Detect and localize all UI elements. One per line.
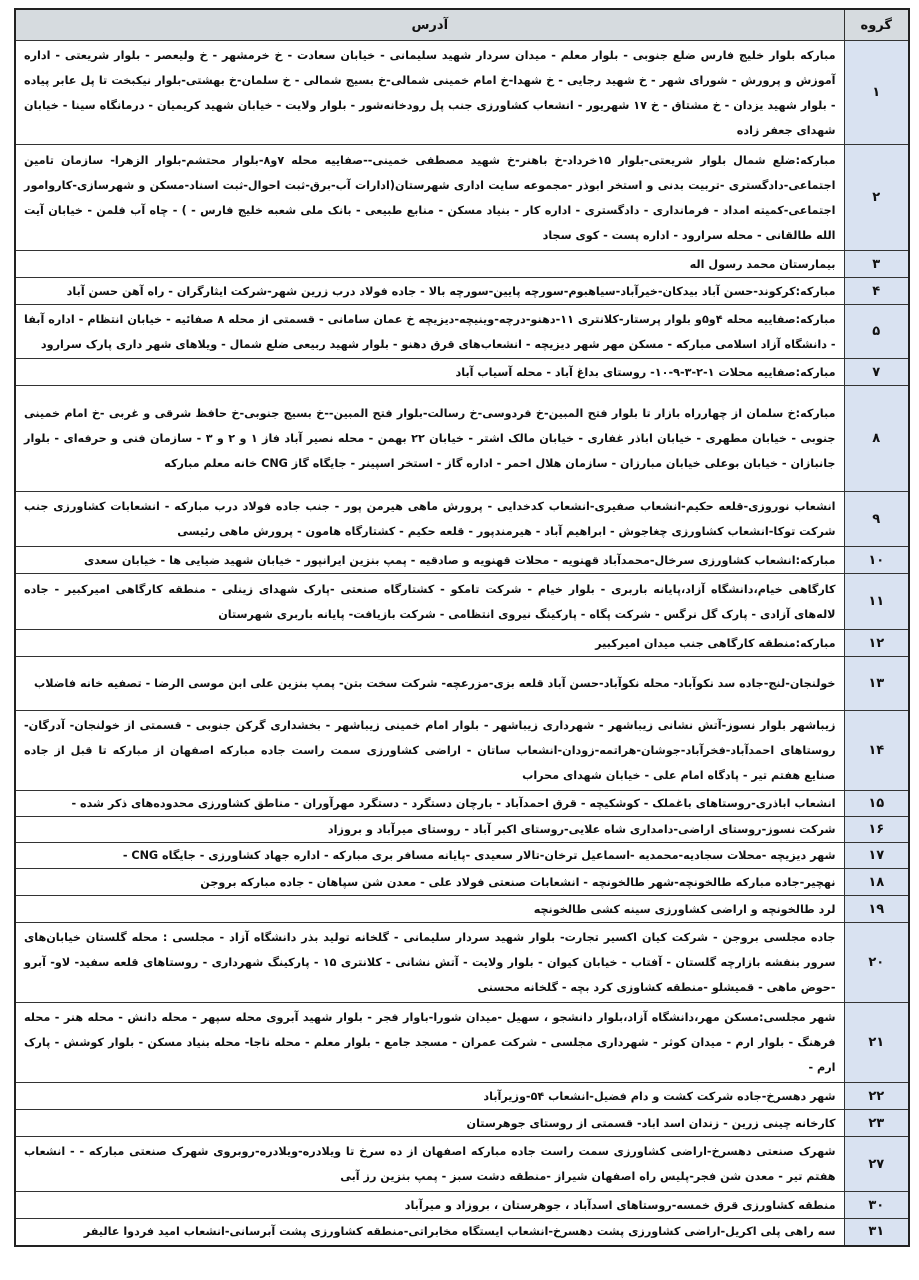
group-number: ۲۱	[844, 1003, 909, 1083]
table-row	[15, 1137, 909, 1192]
table-row	[15, 630, 909, 657]
group-number: ۲۲	[844, 1083, 909, 1110]
table-row	[15, 657, 909, 711]
address-cell: کارگاهی خیام،دانشگاه آزاد،پایانه باربری - بلوار خیام - شرکت تامکو - کشتارگاه صنعتی -پارک شهدای زینلی - منطقه کارگاهی امیرکبیر - جاده لاله‌های آزادی - پارک گل نرگس - شرکت پگاه - پارکینگ نیروی انتظامی - شرکت بازیافت- پایانه باربری شهرستان	[15, 574, 844, 630]
address-cell: مبارکه:منطقه کارگاهی جنب میدان امیرکبیر	[15, 630, 844, 657]
group-number: ۵	[844, 305, 909, 359]
address-cell: لرد طالخونچه و اراضی کشاورزی سینه کشی طالخونچه	[15, 896, 844, 923]
table-row	[15, 1003, 909, 1083]
address-table	[14, 8, 910, 1247]
group-number: ۲۷	[844, 1137, 909, 1192]
table-row	[15, 843, 909, 869]
table-row	[15, 1192, 909, 1219]
group-number: ۲۰	[844, 923, 909, 1003]
table-row	[15, 41, 909, 145]
table-row	[15, 711, 909, 791]
table-row	[15, 251, 909, 278]
address-cell: انشعاب نوروزی-قلعه حکیم-انشعاب صفیری-انشعاب کدخدایی - پرورش ماهی هیرمن پور - جنب جاده فولاد درب مبارکه - انشعابات کشاورزی جنب شرکت توکا-انشعاب کشاورزی چغاجوش - ابراهیم آباد - هیرمندپور - قلعه حکیم - کشتارگاه هامون - پرورش ماهی رئیسی	[15, 492, 844, 547]
group-number: ۱۲	[844, 630, 909, 657]
address-cell: مبارکه بلوار خلیج فارس ضلع جنوبی - بلوار معلم - میدان سردار شهید سلیمانی - خیابان سعادت - خ خرمشهر - خ ولیعصر - بلوار شریعتی - اداره آموزش و پرورش - شورای شهر - خ شهید رجایی - خ شهدا-خ امام خمینی شمالی-خ بسیج شمالی - خ سلمان-خ بهشتی-بلوار نیکبخت تا پل عابر پیاده - بلوار شهید یزدان - خ مشتاق - خ ۱۷ شهریور - انشعاب کشاورزی جنب پل رودخانه‌شور - بلوار ولایت - خیابان شهید کریمیان - درمانگاه سینا - خیابان شهدای جعفر زاده	[15, 41, 844, 145]
address-cell: مبارکه:خ سلمان از چهارراه بازار تا بلوار فتح المبین-خ فردوسی-خ رسالت-بلوار فتح المبین--خ بسیج جنوبی-خ حافظ شرقی و غربی -خ امام خمینی جنوبی - خیابان مطهری - خیابان اباذر غفاری - خیابان مالک اشتر - خیابان ۲۲ بهمن - محله نصیر آباد فاز ۱ و ۲ و ۳ - سازمان فنی و حرفه‌ای - بلوار جانبازان - خیابان بوعلی خیابان مبارزان - سازمان هلال احمر - اداره گاز - استخر اسپینر - جایگاه گاز CNG خانه معلم مبارکه	[15, 386, 844, 492]
group-number: ۹	[844, 492, 909, 547]
address-cell: مبارکه:ضلع شمال بلوار شریعتی-بلوار ۱۵خرداد-خ باهنر-خ شهید مصطفی خمینی--صفاییه محله ۷و۸-بلوار محتشم-بلوار الزهرا- سازمان تامین اجتماعی-دادگستری -تربیت بدنی و استخر ابوذر -مجموعه سایت اداری شهرستان(ادارات آب-برق-ثبت احوال-ثبت اسناد-مسکن و شهرسازی-کاروامور اجتماعی-کمیته امداد - فرمانداری - دادگستری - اداره کار - بنیاد مسکن - منابع طبیعی - بانک ملی شعبه خلیج فارس - ) - چاه آب فلمن - خیابان آیت الله طالقانی - محله سرارود - اداره پست - کوی سجاد	[15, 145, 844, 251]
group-number: ۱۴	[844, 711, 909, 791]
group-number: ۱۶	[844, 817, 909, 843]
group-number: ۱۰	[844, 547, 909, 574]
address-cell: نهچیر-جاده مبارکه طالخونچه-شهر طالخونچه - انشعابات صنعتی فولاد علی - معدن شن سپاهان - جاده مبارکه بروجن	[15, 869, 844, 896]
table-row	[15, 869, 909, 896]
group-number: ۱۳	[844, 657, 909, 711]
address-cell: انشعاب اباذری-روستاهای باغملک - کوشکیچه - قرق احمدآباد - بارچان دستگرد - دستگرد مهرآوران - مناطق کشاورزی محدوده‌های ذکر شده -	[15, 791, 844, 817]
group-number: ۸	[844, 386, 909, 492]
address-column-header: آدرس	[15, 9, 844, 41]
table-header-row	[15, 9, 909, 41]
address-cell: سه راهی پلی اکریل-اراضی کشاورزی پشت دهسرخ-انشعاب ایستگاه مخابراتی-منطقه کشاورزی پشت آبرسانی-انشعاب امید فردوا عالیفر	[15, 1219, 844, 1246]
table-row	[15, 896, 909, 923]
table-row	[15, 817, 909, 843]
group-number: ۱۹	[844, 896, 909, 923]
group-number: ۱۸	[844, 869, 909, 896]
group-number: ۱۷	[844, 843, 909, 869]
table-row	[15, 1110, 909, 1137]
address-cell: خولنجان-لنج-جاده سد نکوآباد- محله نکوآباد-حسن آباد قلعه بزی-مزرعچه- شرکت سخت بتن- پمپ بنزین علی ابن موسی الرضا - تصفیه خانه فاضلاب	[15, 657, 844, 711]
group-number: ۲۳	[844, 1110, 909, 1137]
table-row	[15, 145, 909, 251]
table-row	[15, 1083, 909, 1110]
address-cell: مبارکه:انشعاب کشاورزی سرخال-محمدآباد قهنویه - محلات قهنویه و صادقیه - پمپ بنزین ایرانپور - خیابان شهید ضیایی ها - خیابان سعدی	[15, 547, 844, 574]
group-number: ۱	[844, 41, 909, 145]
address-cell: شهر دیزیچه -محلات سجادیه-محمدیه -اسماعیل ترخان-تالار سعیدی -پایانه مسافر بری مبارکه - اداره جهاد کشاورزی - جایگاه CNG -	[15, 843, 844, 869]
address-cell: مبارکه:کرکوند-حسن آباد بیدکان-خیرآباد-سیاهبوم-سورچه پایین-سورچه بالا - جاده فولاد درب زرین شهر-شرکت ایثارگران - راه آهن حسن آباد	[15, 278, 844, 305]
table-row	[15, 1219, 909, 1246]
table-row	[15, 359, 909, 386]
table-row	[15, 547, 909, 574]
group-number: ۳۱	[844, 1219, 909, 1246]
address-cell: جاده مجلسی بروجن - شرکت کیان اکسیر تجارت- بلوار شهید سردار سلیمانی - گلخانه تولید بذر دانشگاه آزاد - مجلسی : محله گلستان خیابان‌های سرور بنفشه بازارچه گلستان - آفتاب - خیابان کیوان - بلوار ولایت - آتش نشانی - کلانتری ۱۵ - پارکینگ شهرداری - روستاهای قلعه سفید- لاو- آبرو -حوض ماهی - قمیشلو -منطقه کشاوزی کرد بچه - گلخانه محسنی	[15, 923, 844, 1003]
address-cell: زیباشهر بلوار نسوز-آتش نشانی زیباشهر - شهرداری زیباشهر - بلوار امام خمینی زیباشهر - بخشداری گرکن جنوبی - قسمتی از خولنجان- آدرگان-روستاهای احمدآباد-فخرآباد-جوشان-هراتمه-زودان-انشعاب ساتان - اراضی کشاورزی سمت راست جاده مبارکه اصفهان از مبارکه تا قبل از جاده صنایع هفتم تیر - پادگاه امام علی - خیابان شهدای محراب	[15, 711, 844, 791]
table-row	[15, 492, 909, 547]
table-row	[15, 305, 909, 359]
address-cell: شرکت نسوز-روستای اراضی-دامداری شاه علایی-روستای اکبر آباد - روستای میرآباد و بروزاد	[15, 817, 844, 843]
address-cell: شهر دهسرخ-جاده شرکت کشت و دام فضیل-انشعاب ۵۴-وزیرآباد	[15, 1083, 844, 1110]
table-row	[15, 574, 909, 630]
group-number: ۷	[844, 359, 909, 386]
group-number: ۴	[844, 278, 909, 305]
group-column-header: گروه	[844, 9, 909, 41]
group-number: ۲	[844, 145, 909, 251]
address-cell: شهرک صنعتی دهسرخ-اراضی کشاورزی سمت راست جاده مبارکه اصفهان از ده سرخ تا ویلادره-ویلادره-روبروی شهرک صنعتی مبارکه - - انشعاب هفتم تیر - معدن شن فجر-پلیس راه اصفهان شیراز -منطقه دشت سبز - پمپ بنزین رز آبی	[15, 1137, 844, 1192]
table-row	[15, 278, 909, 305]
address-cell: مبارکه:صفاییه محله ۴و۵و بلوار پرستار-کلانتری ۱۱-دهنو-درچه-وینیچه-دیزیچه خ عمان سامانی - قسمتی از محله ۸ صفائیه - خیابان انتظام - اداره آبفا - دانشگاه آزاد اسلامی مبارکه - مسکن مهر شهر دیزیچه - انشعاب‌های قرق دهنو - بلوار شهید ربیعی ضلع شمال - ویلاهای شهر داری پارک سرارود	[15, 305, 844, 359]
address-cell: منطقه کشاورزی قرق خمسه-روستاهای اسدآباد ، جوهرستان ، بروزاد و میرآباد	[15, 1192, 844, 1219]
address-cell: مبارکه:صفاییه محلات ۱-۲-۳-۹-۱۰- روستای بداغ آباد - محله آسیاب آباد	[15, 359, 844, 386]
address-cell: شهر مجلسی:مسکن مهر،دانشگاه آزاد،بلوار دانشجو ، سهیل -میدان شورا-باوار فجر - بلوار شهید آبروی محله سپهر - محله دانش - محله هنر - محله فرهنگ - بلوار ارم - میدان کوثر - شهرداری مجلسی - شرکت عمران - مسجد جامع - بلوار معلم - محله ناجا- محله بنیاد مسکن - بلوار کوشش - پارک ارم -	[15, 1003, 844, 1083]
address-cell: بیمارستان محمد رسول اله	[15, 251, 844, 278]
group-number: ۳۰	[844, 1192, 909, 1219]
table-row	[15, 791, 909, 817]
address-cell: کارخانه چینی زرین - زندان اسد اباد- قسمتی از روستای جوهرستان	[15, 1110, 844, 1137]
group-number: ۱۱	[844, 574, 909, 630]
table-row	[15, 386, 909, 492]
group-number: ۳	[844, 251, 909, 278]
table-row	[15, 923, 909, 1003]
group-number: ۱۵	[844, 791, 909, 817]
